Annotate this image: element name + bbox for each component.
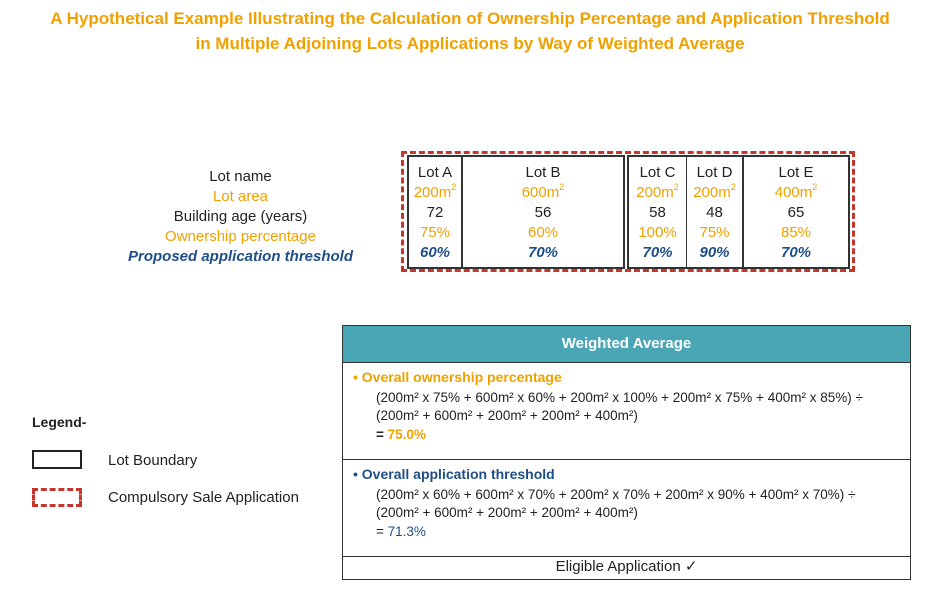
- row-label-building-age: Building age (years): [173, 208, 308, 225]
- threshold-result-value: 71.3%: [387, 524, 426, 539]
- lot-name: Lot D: [696, 164, 733, 181]
- lot-threshold: 70%: [642, 244, 673, 261]
- threshold-section-title: [353, 466, 555, 482]
- ownership-eq: =: [376, 427, 384, 442]
- ownership-formula-line-1: (200m² x 75% + 600m² x 60% + 200m² x 100% + 200m² x 75% + 400m² x 85%) ÷: [376, 390, 863, 405]
- lot-name: Lot A: [417, 164, 453, 181]
- ownership-formula-line-2: (200m² + 600m² + 200m² + 200m² + 400m²): [376, 408, 638, 423]
- lot-e: [744, 155, 850, 269]
- row-label-threshold: Proposed application threshold: [127, 248, 354, 265]
- lot-d: [686, 155, 744, 269]
- lot-threshold: 60%: [419, 244, 451, 261]
- threshold-eq: =: [376, 524, 384, 539]
- weighted-average-panel: [342, 325, 911, 580]
- lot-area: $200m^2$: [413, 182, 457, 201]
- ownership-result: [376, 427, 426, 442]
- lot-threshold: 70%: [780, 244, 812, 261]
- ownership-title-text: Overall ownership percentage: [361, 369, 562, 385]
- legend-lot-boundary-label: Lot Boundary: [108, 452, 198, 469]
- page-title: [0, 6, 940, 56]
- lot-age: 65: [787, 204, 805, 221]
- ownership-result-value: 75.0%: [387, 427, 426, 442]
- legend-title: Legend-: [32, 414, 87, 430]
- lot-c: [627, 155, 686, 269]
- title-line-1: A Hypothetical Example Illustrating the Calculation of Ownership Percentage and Application Threshold: [50, 9, 890, 28]
- lot-ownership: 75%: [699, 224, 730, 241]
- lot-age: 56: [534, 204, 552, 221]
- lot-area: $400m^2$: [774, 182, 818, 201]
- row-label-lot-area: Lot area: [212, 188, 269, 205]
- lot-area: $200m^2$: [693, 182, 736, 201]
- bullet-icon: •: [353, 466, 358, 482]
- row-label-lot-name: Lot name: [209, 168, 272, 185]
- lot-age: 48: [706, 204, 723, 221]
- lot-threshold: 90%: [699, 244, 730, 261]
- bullet-icon: •: [353, 369, 358, 385]
- lot-ownership: 100%: [638, 224, 677, 241]
- lot-area: $600m^2$: [521, 182, 565, 201]
- title-line-2: in Multiple Adjoining Lots Applications by Way of Weighted Average: [195, 34, 745, 53]
- lot-boundary-icon: [32, 450, 82, 469]
- lot-a: [407, 155, 463, 269]
- lot-area: $200m^2$: [636, 182, 679, 201]
- ownership-section: [343, 363, 910, 460]
- ownership-section-title: [353, 369, 562, 385]
- lot-age: 58: [649, 204, 666, 221]
- threshold-formula-line-2: (200m² + 600m² + 200m² + 200m² + 400m²): [376, 505, 638, 520]
- lot-ownership: 60%: [527, 224, 559, 241]
- lot-b: [463, 155, 625, 269]
- lot-ownership: 85%: [780, 224, 812, 241]
- row-labels: [108, 167, 373, 267]
- lot-ownership: 75%: [419, 224, 451, 241]
- compulsory-sale-icon: [32, 488, 82, 507]
- weighted-average-header: Weighted Average: [343, 326, 910, 363]
- threshold-formula-line-1: (200m² x 60% + 600m² x 70% + 200m² x 70% + 200m² x 90% + 400m² x 70%) ÷: [376, 487, 856, 502]
- lot-name: Lot B: [525, 164, 561, 181]
- threshold-result: [376, 524, 426, 539]
- lot-threshold: 70%: [527, 244, 559, 261]
- eligible-application-status: Eligible Application ✓: [555, 558, 698, 575]
- threshold-section: [343, 460, 910, 557]
- threshold-title-text: Overall application threshold: [361, 466, 555, 482]
- legend-compulsory-sale-label: Compulsory Sale Application: [108, 489, 299, 506]
- lot-age: 72: [426, 204, 444, 221]
- row-label-ownership: Ownership percentage: [165, 228, 316, 245]
- lot-name: Lot E: [778, 164, 814, 181]
- lot-name: Lot C: [639, 164, 676, 181]
